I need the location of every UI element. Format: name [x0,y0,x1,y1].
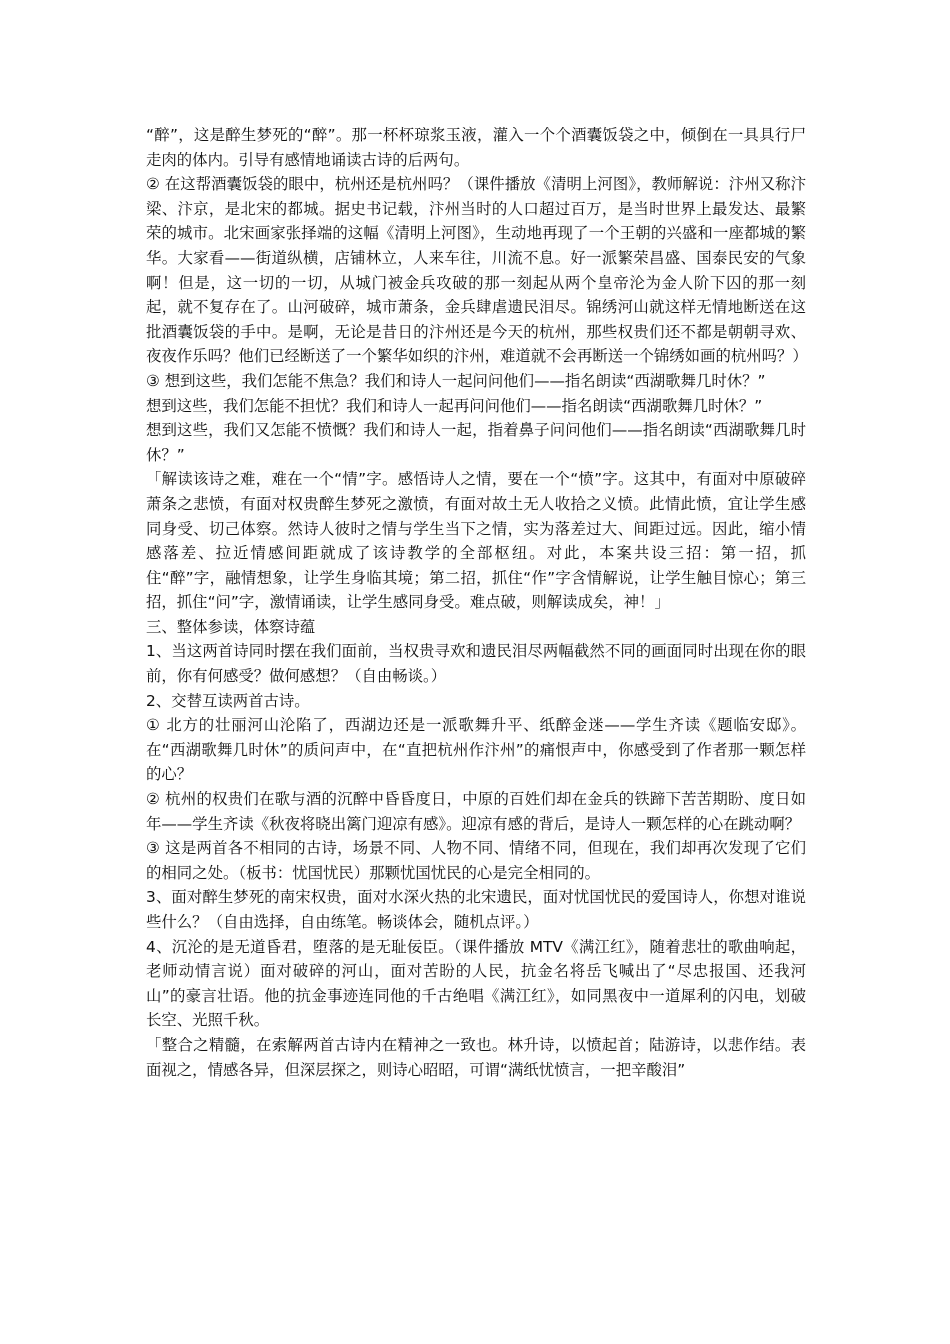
document-body [146,123,806,1082]
paragraph: ② 杭州的权贵们在歌与酒的沉醉中昏昏度日，中原的百姓们却在金兵的铁蹄下苦苦期盼、度日如年——学生齐读《秋夜将晓出篱门迎凉有感》。迎凉有感的背后，是诗人一颗怎样的心在跳动啊？ [146,790,806,833]
paragraph: “醉”，这是醉生梦死的“醉”。那一杯杯琼浆玉液，灌入一个个酒囊饭袋之中，倾倒在一具具行尸走肉的体内。引导有感情地诵读古诗的后两句。 [146,126,806,169]
paragraph: ③ 这是两首各不相同的古诗，场景不同、人物不同、情绪不同，但现在，我们却再次发现了它们的相同之处。（板书：忧国忧民）那颗忧国忧民的心是完全相同的。 [146,839,806,882]
paragraph: ③ 想到这些，我们怎能不焦急？我们和诗人一起问问他们——指名朗读“西湖歌舞几时休？” [146,371,766,390]
paragraph: 2、交替互读两首古诗。 [146,691,310,710]
paragraph: 想到这些，我们又怎能不愤慨？我们和诗人一起，指着鼻子问问他们——指名朗读“西湖歌舞几时休？” [146,421,806,464]
paragraph: 1、当这两首诗同时摆在我们面前，当权贵寻欢和遗民泪尽两幅截然不同的画面同时出现在你的眼前，你有何感受？做何感想？（自由畅谈。） [146,642,806,686]
commentary-paragraph: 「整合之精髓，在索解两首古诗内在精神之一致也。林升诗，以愤起首；陆游诗，以悲作结。表面视之，情感各异，但深层探之，则诗心昭昭，可谓“满纸忧愤言，一把辛酸泪” [146,1035,806,1079]
paragraph: ① 北方的壮丽河山沦陷了，西湖边还是一派歌舞升平、纸醉金迷——学生齐读《题临安邸》。在“西湖歌舞几时休”的质问声中，在“直把杭州作汴州”的痛恨声中，你感受到了作者那一颗怎样的心？ [146,716,806,784]
paragraph: 3、面对醉生梦死的南宋权贵，面对水深火热的北宋遗民，面对忧国忧民的爱国诗人，你想对谁说些什么？（自由选择，自由练笔。畅谈体会，随机点评。） [146,888,806,931]
paragraph: 4、沉沦的是无道昏君，堕落的是无耻佞臣。（课件播放 MTV《满江红》，随着悲壮的歌曲响起，老师动情言说）面对破碎的河山，面对苦盼的人民，抗金名将岳飞喊出了“尽忠报国、还我河山”的豪言壮语。他的抗金事迹连同他的千古绝唱《满江红》，如同黑夜中一道犀利的闪电，划破长空、光照千秋。 [146,937,806,1030]
paragraph: 想到这些，我们怎能不担忧？我们和诗人一起再问问他们——指名朗读“西湖歌舞几时休？” [146,396,763,415]
commentary-paragraph: 「解读该诗之难，难在一个“情”字。感悟诗人之情，要在一个“愤”字。这其中，有面对中原破碎萧条之悲愤，有面对权贵醉生梦死之激愤，有面对故土无人收拾之义愤。此情此愤，宜让学生感同身受、切己体察。然诗人彼时之情与学生当下之情，实为落差过大、间距过远。因此，缩小情感落差、拉近情感间距就成了该诗教学的全部枢纽。对此，本案共设三招：第一招，抓住“醉”字，融情想象，让学生身临其境；第二招，抓住“作”字含情解说，让学生触目惊心；第三招，抓住“问”字，激情诵读，让学生感同身受。难点破，则解读成矣，神！」 [146,470,806,612]
section-heading: 三、整体参读，体察诗蕴 [146,617,316,636]
paragraph: ② 在这帮酒囊饭袋的眼中，杭州还是杭州吗？（课件播放《清明上河图》，教师解说：汴州又称汴梁、汴京，是北宋的都城。据史书记载，汴州当时的人口超过百万，是当时世界上最发达、最繁荣的城市。北宋画家张择端的这幅《清明上河图》，生动地再现了一个王朝的兴盛和一座都城的繁华。大家看——街道纵横，店铺林立，人来车往，川流不息。好一派繁荣昌盛、国泰民安的气象啊！但是，这一切的一切，从城门被金兵攻破的那一刻起从两个皇帝沦为金人阶下囚的那一刻起，就不复存在了。山河破碎，城市萧条，金兵肆虐遗民泪尽。锦绣河山就这样无情地断送在这批酒囊饭袋的手中。是啊，无论是昔日的汴州还是今天的杭州，那些权贵们还不都是朝朝寻欢、夜夜作乐吗？他们已经断送了一个繁华如织的汴州，难道就不会再断送一个锦绣如画的杭州吗？） [146,175,808,366]
